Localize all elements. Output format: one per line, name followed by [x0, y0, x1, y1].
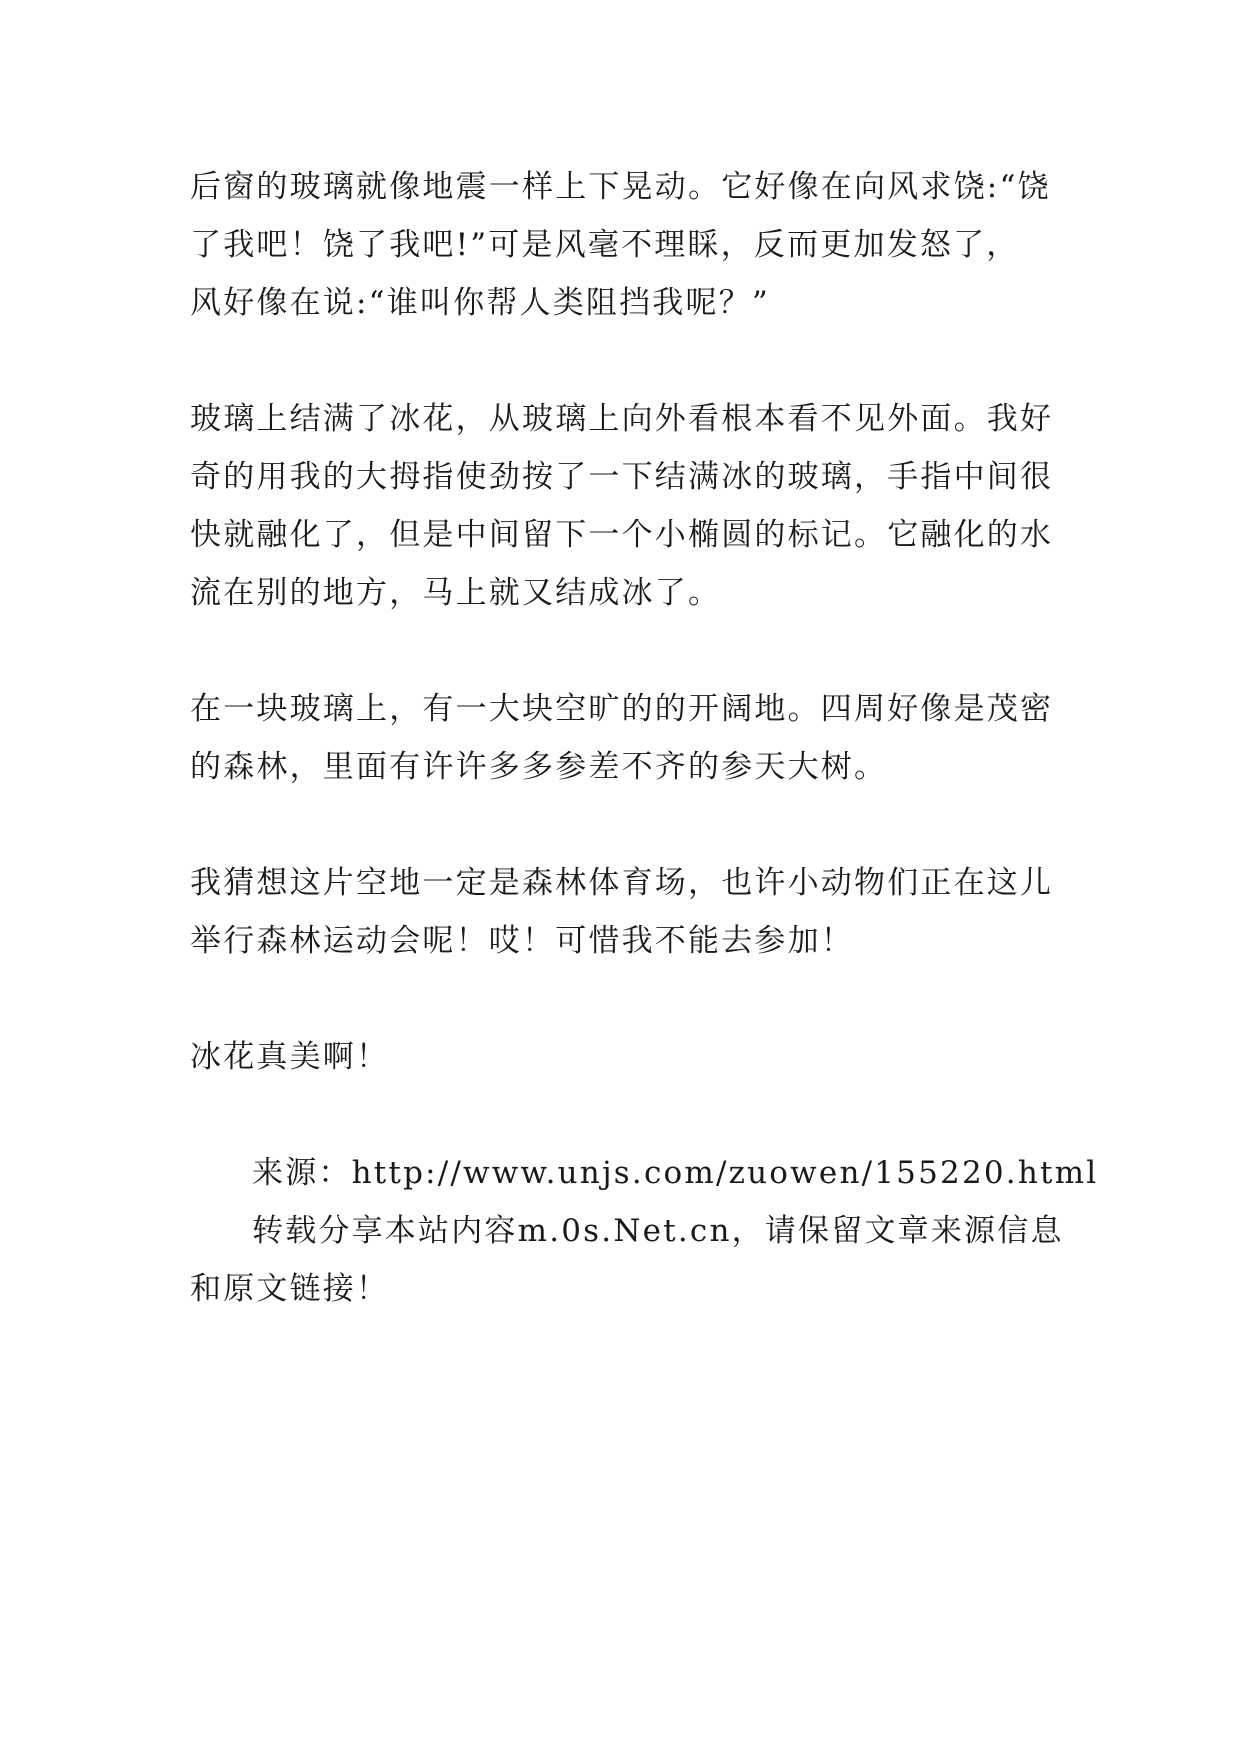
text-line: 风好像在说:“谁叫你帮人类阻挡我呢？” [190, 285, 770, 321]
text-line: 快就融化了，但是中间留下一个小椭圆的标记。它融化的水 [190, 517, 1054, 553]
text-line: 流在别的地方，马上就又结成冰了。 [190, 575, 722, 611]
paragraph-gap [190, 1086, 1065, 1144]
text-line: 在一块玻璃上，有一大块空旷的的开阔地。四周好像是茂密 [190, 691, 1054, 727]
paragraph-gap [190, 970, 1065, 1028]
text-line: 我猜想这片空地一定是森林体育场，也许小动物们正在这儿 [190, 865, 1054, 901]
paragraph-closing [190, 1028, 1065, 1086]
text-line: 奇的用我的大拇指使劲按了一下结满冰的玻璃，手指中间很 [190, 459, 1054, 495]
text-line: 后窗的玻璃就像地震一样上下晃动。它好像在向风求饶:“饶 [190, 169, 1051, 205]
document-body [190, 158, 1099, 1318]
paragraph-gap [190, 796, 1065, 854]
text-line: 了我吧！饶了我吧!”可是风毫不理睬，反而更加发怒了， [190, 227, 1020, 263]
paragraph-open-field [190, 680, 1065, 796]
text-line: 的森林，里面有许许多多参差不齐的参天大树。 [190, 749, 888, 785]
paragraph-gap [190, 622, 1065, 680]
text-line: 举行森林运动会呢！哎！可惜我不能去参加！ [190, 923, 854, 959]
source-line: 来源：http://www.unjs.com/zuowen/155220.html [252, 1155, 1099, 1191]
notice-line: 转载分享本站内容m.0s.Net.cn，请保留文章来源信息 [252, 1213, 1064, 1249]
reprint-notice-paragraph [190, 1202, 1065, 1318]
paragraph-window-shaking [190, 158, 1065, 332]
text-line: 玻璃上结满了冰花，从玻璃上向外看根本看不见外面。我好 [190, 401, 1054, 437]
text-line: 冰花真美啊！ [190, 1039, 390, 1075]
paragraph-gap [190, 332, 1065, 390]
source-paragraph [190, 1144, 1099, 1202]
paragraph-forest-stadium [190, 854, 1065, 970]
notice-line: 和原文链接！ [190, 1271, 390, 1307]
paragraph-ice-on-glass [190, 390, 1065, 622]
